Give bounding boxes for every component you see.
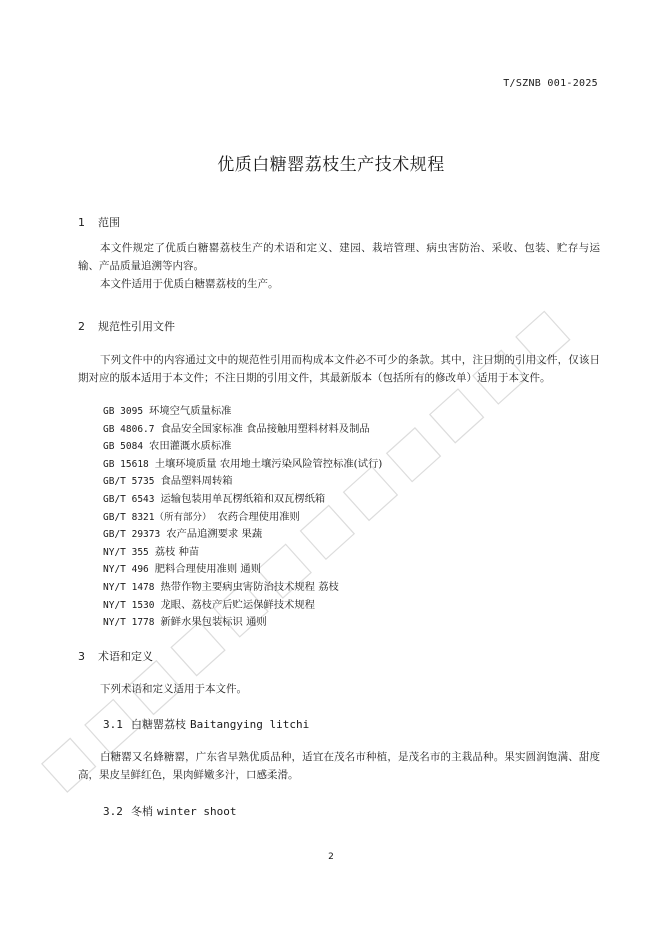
reference-code: NY/T 1778	[103, 617, 155, 629]
paragraph: 下列文件中的内容通过文中的规范性引用而构成本文件必不可少的条款。其中，注日期的引用文件，仅该日期对应的版本适用于本文件；不注日期的引用文件，其最新版本（包括所有的修改单）适用于本文件。	[78, 354, 600, 384]
section-3-heading	[78, 648, 153, 664]
reference-item	[103, 421, 382, 439]
reference-code: NY/T 1478	[103, 581, 155, 593]
term-number: 3.1	[103, 718, 123, 731]
section-number: 3	[78, 650, 85, 663]
section-1-heading	[78, 214, 120, 230]
reference-title: 运输包装用单瓦楞纸箱和双瓦楞纸箱	[160, 492, 326, 505]
term-3-1-heading	[103, 716, 309, 732]
reference-title: 肥料合理使用准则 通则	[154, 563, 262, 576]
reference-code: GB 5084	[103, 441, 144, 453]
term-3-1-definition	[78, 748, 600, 784]
reference-title: 热带作物主要病虫害防治技术规程 荔枝	[160, 580, 339, 593]
reference-list	[103, 403, 382, 632]
reference-item	[103, 509, 382, 527]
section-3-body	[78, 680, 600, 698]
reference-code: GB/T 8321（所有部分）	[103, 511, 212, 523]
reference-code: GB/T 6543	[103, 493, 155, 505]
reference-item	[103, 614, 382, 632]
section-2-body	[78, 351, 600, 387]
paragraph: 本文件适用于优质白糖罂荔枝的生产。	[100, 278, 279, 290]
reference-item	[103, 438, 382, 456]
term-3-2-heading	[103, 803, 236, 819]
reference-title: 新鲜水果包装标识 通则	[160, 616, 267, 629]
reference-title: 荔枝 种苗	[154, 545, 200, 558]
reference-code: NY/T 496	[103, 564, 149, 576]
reference-title: 农产品追溯要求 果蔬	[166, 528, 263, 541]
reference-code: GB/T 5735	[103, 476, 155, 488]
reference-code: GB/T 29373	[103, 529, 161, 541]
document-title: 优质白糖罂荔枝生产技术规程	[217, 155, 445, 175]
section-title: 术语和定义	[98, 650, 153, 663]
paragraph: 白糖罂又名蜂糖罂，广东省早熟优质品种，适宜在茂名市种植，是茂名市的主栽品种。果实圆润饱满、甜度高，果皮呈鲜红色，果肉鲜嫩多汁，口感柔滑。	[78, 751, 600, 781]
section-title: 规范性引用文件	[98, 320, 175, 333]
reference-item	[103, 491, 382, 509]
term-english: winter shoot	[157, 805, 237, 818]
reference-title: 环境空气质量标准	[149, 405, 232, 417]
section-title: 范围	[98, 216, 120, 229]
term-english: Baitangying litchi	[190, 718, 310, 731]
reference-code: GB 4806.7	[103, 423, 155, 435]
reference-item	[103, 544, 382, 562]
reference-title: 农田灌溉水质标准	[149, 440, 232, 453]
reference-title: 食品塑料周转箱	[160, 475, 233, 488]
section-1-body	[78, 239, 600, 293]
section-number: 2	[78, 320, 85, 333]
term-title: 白糖罂荔枝	[131, 718, 186, 731]
reference-item	[103, 561, 382, 579]
reference-code: GB 15618	[103, 458, 149, 470]
reference-title: 土壤环境质量 农用地土壤污染风险管控标准(试行)	[154, 457, 383, 470]
term-title: 冬梢	[131, 805, 153, 818]
standard-code: T/SZNB 001-2025	[503, 78, 598, 89]
page-number: 2	[328, 852, 334, 862]
reference-code: NY/T 1530	[103, 599, 155, 611]
reference-item	[103, 473, 382, 491]
term-number: 3.2	[103, 805, 123, 818]
reference-title: 食品安全国家标准 食品接触用塑料材料及制品	[160, 422, 370, 435]
reference-title: 龙眼、荔枝产后贮运保鲜技术规程	[160, 598, 315, 611]
reference-item	[103, 456, 382, 474]
reference-item	[103, 597, 382, 615]
section-2-heading	[78, 318, 175, 334]
reference-item	[103, 526, 382, 544]
section-number: 1	[78, 216, 85, 229]
paragraph: 下列术语和定义适用于本文件。	[100, 683, 247, 695]
paragraph: 本文件规定了优质白糖罂荔枝生产的术语和定义、建园、栽培管理、病虫害防治、采收、包装、贮存与运输、产品质量追溯等内容。	[78, 242, 600, 272]
reference-item	[103, 403, 382, 421]
reference-title: 农药合理使用准则	[217, 510, 300, 523]
reference-item	[103, 579, 382, 597]
reference-code: NY/T 355	[103, 546, 149, 558]
reference-code: GB 3095	[103, 406, 144, 417]
